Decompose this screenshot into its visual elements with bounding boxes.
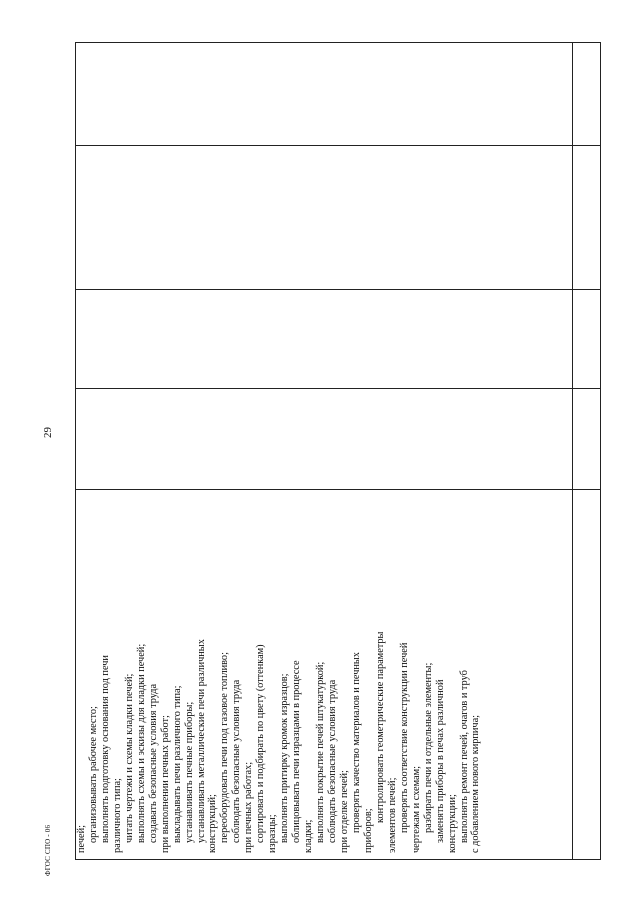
text-line: разбирать печи и отдельные элементы; — [422, 662, 434, 833]
text-line: при печных работах; — [243, 761, 255, 853]
text-line: переоборудовать печи под газовое топливо; — [219, 652, 231, 843]
text-line: приборов; — [362, 808, 374, 853]
table-row-divider-3 — [76, 388, 600, 389]
table-row-divider-4 — [76, 489, 600, 490]
text-line: устанавливать печные приборы; — [183, 701, 195, 843]
text-line: кладки; — [303, 819, 315, 853]
text-line: выполнять притирку кромок изразцов; — [279, 673, 291, 843]
text-line: проверять качество материалов и печных — [350, 652, 362, 833]
text-line: выполнять схемы и эскизы для кладки печей; — [135, 643, 147, 843]
text-line: выполнять ремонт печей, очагов и труб — [458, 670, 470, 843]
table-row-divider-1 — [76, 145, 600, 146]
text-line: читать чертежи и схемы кладки печей; — [123, 673, 135, 843]
text-line: проверять соответствие конструкции печей — [398, 642, 410, 833]
text-line: соблюдать безопасные условия труда — [231, 679, 243, 843]
text-line: при выполнении печных работ; — [159, 715, 171, 853]
page-footer: ФГОС СПО - 06 — [44, 824, 52, 876]
table-row-divider-2 — [76, 289, 600, 290]
text-line: при отделке печей; — [338, 770, 350, 853]
page-number: 29 — [42, 427, 54, 438]
text-line: создавать безопасные условия труда — [147, 683, 159, 843]
text-line: сортировать и подбирать по цвету (оттенкам) — [255, 644, 267, 843]
text-line: с добавлением нового кирпича; — [470, 714, 482, 853]
text-line: различного типа; — [111, 778, 123, 853]
text-line: заменять приборы в печах различной — [434, 679, 446, 843]
text-line: конструкций; — [207, 794, 219, 853]
text-line: контролировать геометрические параметры — [374, 631, 386, 823]
text-line: чертежам и схемам; — [410, 766, 422, 853]
text-line: устанавливать металлические печи различных — [195, 639, 207, 843]
text-line: соблюдать безопасные условия труда — [327, 679, 339, 843]
text-line: выполнять покрытие печей штукатуркой; — [315, 661, 327, 843]
text-line: организовывать рабочее место; — [87, 706, 99, 843]
skills-cell-text — [76, 513, 581, 853]
text-line: печей; — [76, 825, 87, 853]
text-line: облицовывать печи изразцами в процессе — [291, 660, 303, 843]
text-line: элементов печей; — [386, 777, 398, 853]
text-line: конструкции; — [446, 794, 458, 853]
text-line: выполнять подготовку основания под печи — [99, 655, 111, 843]
text-line: изразцы; — [267, 814, 279, 853]
text-line: выкладывать печи различного типа; — [171, 685, 183, 843]
